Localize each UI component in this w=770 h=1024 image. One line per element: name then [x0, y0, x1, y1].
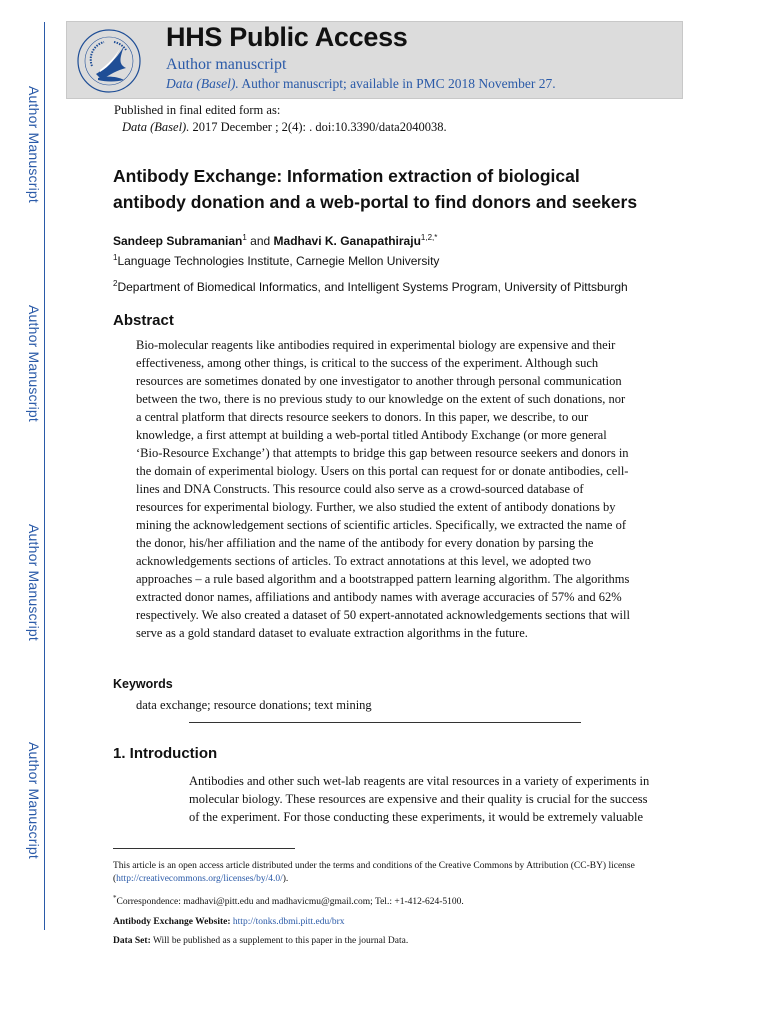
introduction-heading: 1. Introduction [113, 745, 218, 762]
affiliation-2 [113, 279, 628, 294]
affiliation-1-text: Language Technologies Institute, Carnegie Mellon University [117, 254, 440, 268]
abstract-line: resources are sometimes donated by one investigator to another through personal communication [136, 374, 622, 388]
affiliation-1-number: 1 [113, 253, 118, 262]
abstract-line: the domain of experimental biology. Users on this portal can request for or donate antibodies, cell- [136, 464, 629, 478]
author-2-name: Madhavi K. Ganapathiraju [273, 234, 421, 248]
correspondence-footnote [113, 892, 653, 909]
abstract-line: effectiveness, among other things, is critical to the success of the experiment. Although such [136, 356, 599, 370]
abstract-line: ‘Bio-Resource Exchange’) that attempts to bridge this gap between resource seekers and donors in [136, 446, 629, 460]
abstract-line: knowledge, a first attempt at building a web-portal titled Antibody Exchange (or more general [136, 428, 607, 442]
keywords-heading: Keywords [113, 677, 173, 691]
citation-details: 2017 December ; 2(4): . doi:10.3390/data2040038. [189, 120, 447, 134]
abstract-line: the donor, his/her affiliation and the name of the antibody for every donation by parsing the [136, 536, 594, 550]
paper-title-line-1: Antibody Exchange: Information extraction of biological [113, 166, 580, 186]
author-conjunction: and [246, 234, 274, 248]
affiliation-1 [113, 253, 439, 268]
website-footnote [113, 916, 653, 929]
affiliation-2-number: 2 [113, 279, 118, 288]
dataset-label: Data Set: [113, 936, 151, 947]
introduction-line: of the experiment. For those conducting these experiments, it would be extremely valuable [189, 810, 644, 824]
dataset-footnote [113, 935, 653, 948]
abstract-line: acknowledgements sections of articles. To extract annotations at this level, we adopted two [136, 554, 592, 568]
journal-name: Data (Basel). [166, 76, 239, 91]
abstract-line: resources for experimental biology. Further, we also studied the extent of antibody donations by [136, 500, 616, 514]
abstract-line: approaches – a rule based algorithm and a bootstrapped pattern learning algorithm. The algorithms [136, 572, 630, 586]
abstract-body [136, 336, 636, 642]
license-link[interactable]: http://creativecommons.org/licenses/by/4.0/ [116, 873, 283, 884]
abstract-line: mining the acknowledgement sections of scientific articles. Specifically, we extracted the name of [136, 518, 626, 532]
license-footnote [113, 860, 653, 885]
dataset-text: Will be published as a supplement to this paper in the journal Data. [150, 936, 409, 947]
abstract-line: a central platform that directs resource seekers to donors. In this paper, we describe, to our [136, 410, 589, 424]
abstract-line: lines and DNA Constructs. This resource could also serve as a crowd-sourced database of [136, 482, 584, 496]
author-manuscript-subtitle: Author manuscript [166, 56, 287, 73]
paper-title [113, 163, 673, 215]
website-link[interactable]: http://tonks.dbmi.pitt.edu/brx [232, 916, 345, 927]
author-manuscript-watermark: Author Manuscript [26, 305, 42, 423]
published-citation [114, 102, 447, 136]
abstract-line: extracted donor names, affiliations and antibody names with average accuracies of 57% and 62% [136, 590, 622, 604]
author-1-name: Sandeep Subramanian [113, 234, 243, 248]
license-text: This article is an open access article distributed under the terms and conditions of the Creative Commons by Attribution (CC-BY) license ( [113, 861, 635, 884]
hhs-public-access-title: HHS Public Access [166, 22, 408, 52]
section-divider [189, 722, 581, 723]
introduction-line: molecular biology. These resources are expensive and their quality is crucial for the success [189, 792, 648, 806]
author-manuscript-watermark: Author Manuscript [26, 524, 42, 642]
abstract-line: respectively. We also created a dataset of 50 expert-annotated acknowledgements sections that will [136, 608, 630, 622]
abstract-line: between the two, there is no previous study to our knowledge on the extent of such donations, nor [136, 392, 626, 406]
footnote-divider [113, 848, 295, 849]
availability-text: Author manuscript; available in PMC 2018 November 27. [238, 76, 556, 91]
sidebar-rule [44, 22, 45, 930]
introduction-body [189, 772, 659, 826]
published-label: Published in final edited form as: [114, 103, 281, 117]
correspondence-marker: * [113, 894, 117, 902]
paper-title-line-2: antibody donation and a web-portal to find donors and seekers [113, 192, 638, 212]
author-manuscript-watermark: Author Manuscript [26, 86, 42, 204]
abstract-line: Bio-molecular reagents like antibodies required in experimental biology are expensive and their [136, 338, 616, 352]
license-text-end: ). [282, 873, 289, 884]
hhs-eagle-logo [76, 28, 148, 94]
website-label: Antibody Exchange Website: [113, 916, 231, 927]
citation-journal: Data (Basel). [122, 120, 190, 134]
author-2-affil-marker: 1,2,* [420, 233, 438, 242]
citation-line [114, 119, 447, 136]
author-1-affil-marker: 1 [242, 233, 247, 242]
footnotes [113, 860, 653, 955]
abstract-heading: Abstract [113, 312, 174, 329]
author-list [113, 233, 437, 248]
correspondence-text: Correspondence: madhavi@pitt.edu and madhavicmu@gmail.com; Tel.: +1-412-624-5100. [116, 897, 464, 908]
keywords-list: data exchange; resource donations; text mining [136, 698, 372, 712]
author-manuscript-watermark: Author Manuscript [26, 742, 42, 860]
journal-availability-line [166, 76, 556, 92]
affiliation-2-text: Department of Biomedical Informatics, and Intelligent Systems Program, University of Pittsburgh [117, 280, 628, 294]
introduction-line: Antibodies and other such wet-lab reagents are vital resources in a variety of experiments in [189, 774, 650, 788]
abstract-line: serve as a gold standard dataset to evaluate extraction algorithms in the future. [136, 626, 528, 640]
